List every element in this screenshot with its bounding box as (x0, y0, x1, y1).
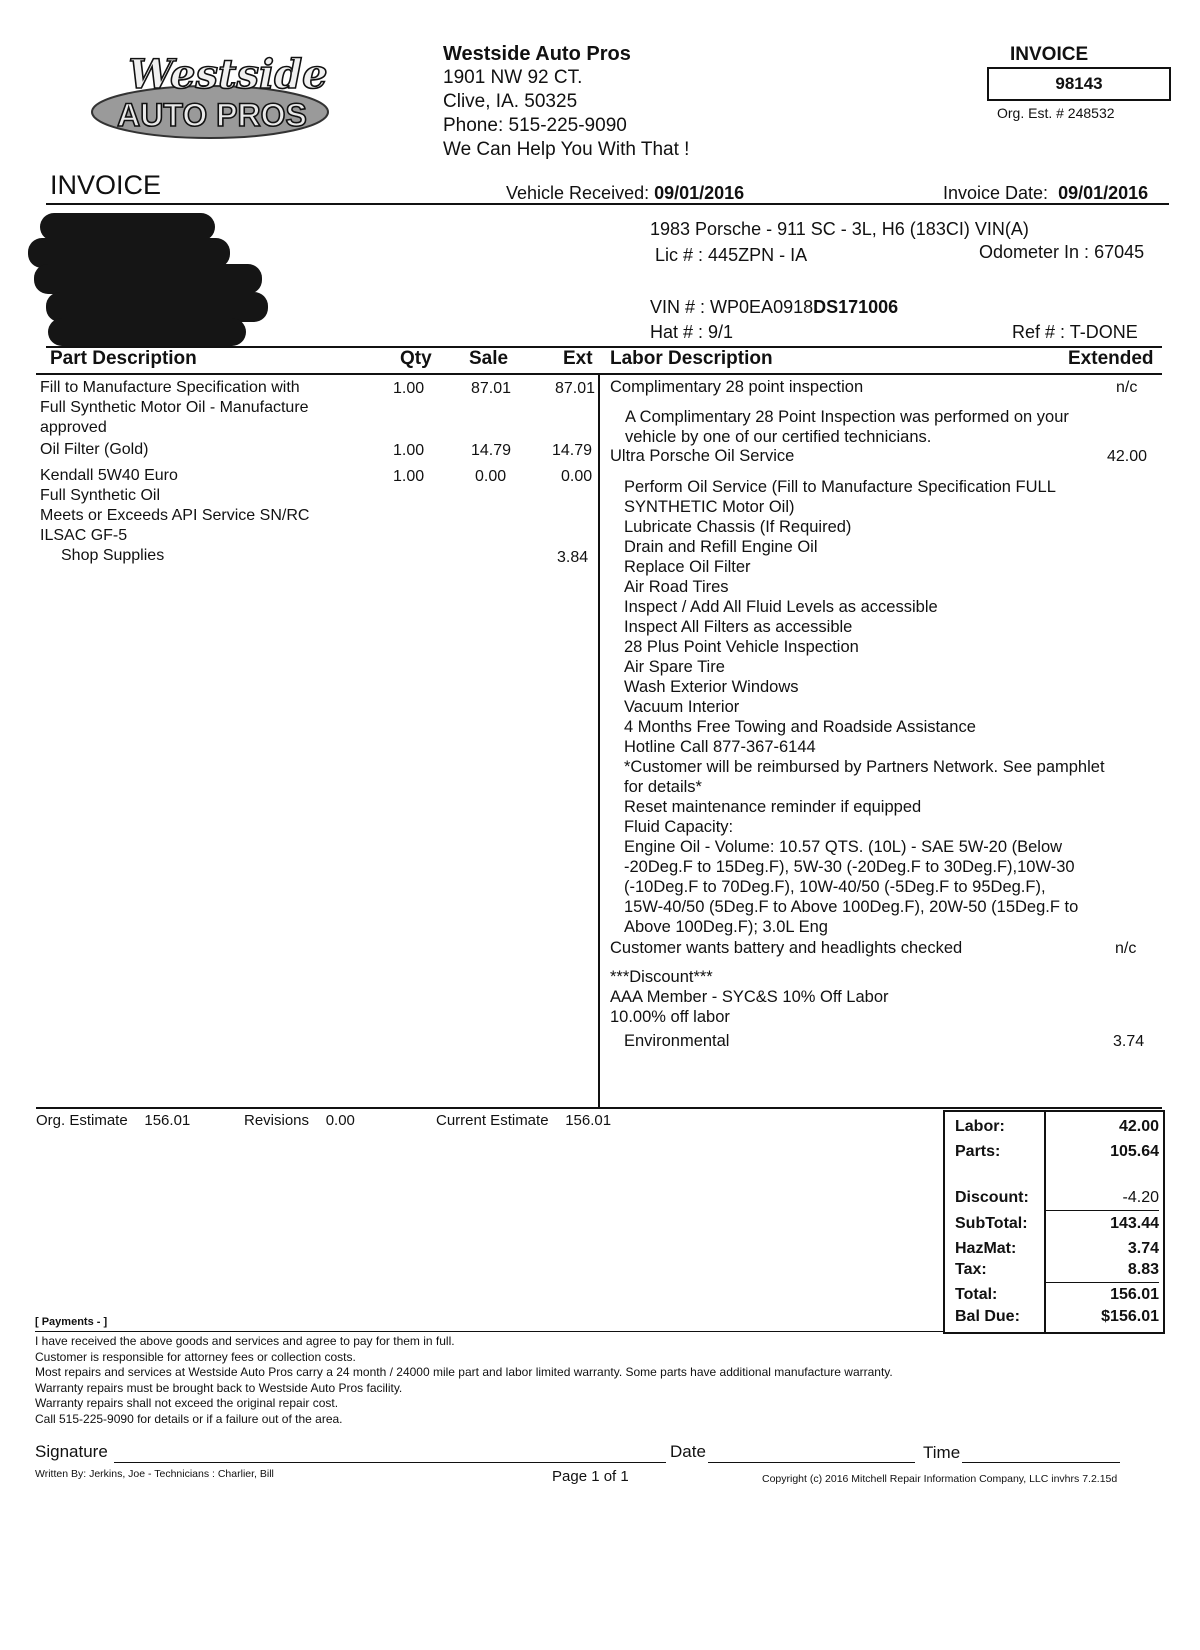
part-sale: 0.00 (475, 468, 507, 485)
org-estimate (36, 1112, 190, 1129)
invoice-number: 98143 (987, 67, 1171, 101)
labor-detail-line: 4 Months Free Towing and Roadside Assistance (624, 718, 976, 736)
part-ext: 87.01 (555, 380, 596, 397)
labor-detail-line: Engine Oil - Volume: 10.57 QTS. (10L) - SAE 5W-20 (Below (624, 838, 1063, 856)
labor-detail-line: Perform Oil Service (Fill to Manufacture Specification FULL (624, 478, 1056, 496)
labor-detail-line: 15W-40/50 (5Deg.F to Above 100Deg.F), 20W-50 (15Deg.F to (624, 898, 1079, 916)
environmental-label: Environmental (624, 1032, 730, 1050)
part-description: Kendall 5W40 Euro (40, 467, 178, 484)
company-address1: 1901 NW 92 CT. (443, 67, 583, 88)
hazmat-value: 3.74 (1127, 1240, 1159, 1257)
bal-due-label: Bal Due: (955, 1308, 1020, 1325)
labor-details (624, 477, 1105, 937)
time-line (962, 1461, 1120, 1463)
ext-header: Ext (563, 348, 593, 369)
terms-line: Most repairs and services at Westside Auto Pros carry a 24 month / 24000 mile part and labor limited warranty. Some parts have additional manufacture warranty. (35, 1365, 893, 1380)
written-by: Written By: Jerkins, Joe - Technicians : Charlier, Bill (35, 1468, 274, 1480)
vehicle-block (650, 216, 1029, 268)
parts-total-value: 105.64 (1110, 1143, 1159, 1160)
vin-prefix: WP0EA0918 (710, 297, 814, 317)
invoice-date-label: Invoice Date: (943, 183, 1049, 203)
revisions-label: Revisions (244, 1112, 310, 1129)
part-description: ILSAC GF-5 (40, 527, 128, 544)
table-row (61, 546, 164, 566)
signature-label: Signature (35, 1442, 108, 1461)
estimate-divider (36, 1107, 1162, 1109)
terms-line: Call 515-225-9090 for details or if a failure out of the area. (35, 1411, 343, 1426)
signature-line (114, 1461, 666, 1463)
org-estimate-number: Org. Est. # 248532 (997, 105, 1115, 121)
labor-ext: n/c (1116, 379, 1138, 396)
labor-detail-line: Inspect All Filters as accessible (624, 618, 853, 636)
revisions-value: 0.00 (325, 1112, 355, 1129)
lic-value: 445ZPN - IA (708, 245, 808, 265)
table-row (40, 466, 309, 546)
labor-note (625, 407, 1069, 447)
page-title: INVOICE (50, 170, 162, 200)
labor-item: Complimentary 28 point inspection (610, 378, 864, 396)
header-divider (46, 203, 1169, 205)
current-estimate-label: Current Estimate (436, 1112, 549, 1129)
discount-total-label: Discount: (955, 1189, 1029, 1206)
odometer-label: Odometer In : (979, 242, 1090, 262)
hat-value: 9/1 (708, 322, 734, 342)
labor-total-value: 42.00 (1118, 1118, 1159, 1135)
lic-label: Lic # : (655, 245, 704, 265)
discount-line: 10.00% off labor (610, 1008, 730, 1026)
part-ext: 14.79 (552, 442, 593, 459)
labor-item: Customer wants battery and headlights checked (610, 939, 963, 957)
terms-line: Warranty repairs must be brought back to Westside Auto Pros facility. (35, 1380, 403, 1395)
copyright: Copyright (c) 2016 Mitchell Repair Information Company, LLC invhrs 7.2.15d (762, 1473, 1118, 1485)
redaction-mark (48, 318, 246, 346)
column-divider (598, 374, 600, 1107)
discount-total-value: -4.20 (1122, 1189, 1159, 1206)
bal-due-value: $156.01 (1101, 1308, 1159, 1325)
labor-detail-line: Drain and Refill Engine Oil (624, 538, 818, 556)
labor-item: Ultra Porsche Oil Service (610, 447, 795, 465)
hat-label: Hat # : (650, 322, 704, 342)
labor-detail-line: Above 100Deg.F); 3.0L Eng (624, 918, 828, 936)
parts-total-label: Parts: (955, 1143, 1001, 1160)
payments-divider (35, 1331, 943, 1332)
labor-detail-line: Hotline Call 877-367-6144 (624, 738, 816, 756)
subtotal-value: 143.44 (1110, 1215, 1159, 1232)
westside-logo (88, 50, 348, 145)
vin-label: VIN # : (650, 297, 706, 317)
ref (1012, 322, 1138, 343)
date-label: Date (670, 1442, 706, 1461)
total-label: Total: (955, 1286, 998, 1303)
discount-line: ***Discount*** (610, 968, 713, 986)
logo-block-text: AUTO PROS (117, 97, 307, 133)
discount-block (610, 967, 889, 1027)
redaction-mark (34, 264, 262, 294)
current-estimate (436, 1112, 611, 1129)
part-description: Full Synthetic Oil (40, 487, 161, 504)
labor-detail-line: SYNTHETIC Motor Oil) (624, 498, 795, 516)
totals-column-divider (1044, 1112, 1046, 1332)
labor-detail-line: Air Spare Tire (624, 658, 725, 676)
invoice-label: INVOICE (1010, 44, 1089, 65)
redaction-mark (40, 213, 215, 241)
tax-label: Tax: (955, 1261, 987, 1278)
vin-suffix: DS171006 (813, 297, 899, 317)
labor-ext: n/c (1115, 940, 1137, 957)
labor-detail-line: Vacuum Interior (624, 698, 740, 716)
terms-line: Customer is responsible for attorney fees or collection costs. (35, 1349, 356, 1364)
terms-line: I have received the above goods and services and agree to pay for them in full. (35, 1334, 455, 1348)
subtotal-label: SubTotal: (955, 1215, 1028, 1232)
vehicle-description: 1983 Porsche - 911 SC - 3L, H6 (183CI) VIN(A) (650, 219, 1029, 239)
part-description: Full Synthetic Motor Oil - Manufacture (40, 399, 309, 416)
org-estimate-label: Org. Estimate (36, 1112, 128, 1129)
part-qty: 1.00 (393, 380, 425, 397)
labor-detail-line: Replace Oil Filter (624, 558, 751, 576)
part-sale: 14.79 (471, 442, 512, 459)
labor-detail-line: (-10Deg.F to 70Deg.F), 10W-40/50 (-5Deg.F to 95Deg.F), (624, 878, 1046, 896)
company-name: Westside Auto Pros (443, 43, 631, 65)
terms-block (35, 1334, 893, 1428)
invoice-date (943, 183, 1148, 204)
labor-detail-line: Reset maintenance reminder if equipped (624, 798, 922, 816)
vehicle-received (506, 183, 744, 204)
labor-detail-line: Lubricate Chassis (If Required) (624, 518, 852, 536)
part-description: Shop Supplies (61, 547, 165, 564)
current-estimate-value: 156.01 (565, 1112, 612, 1129)
part-description: Oil Filter (Gold) (40, 441, 149, 458)
part-description-header: Part Description (50, 348, 197, 369)
ref-label: Ref # : (1012, 322, 1066, 342)
labor-detail-line: for details* (624, 778, 702, 796)
part-ext: 0.00 (561, 468, 593, 485)
labor-note-line: vehicle by one of our certified technicians. (625, 428, 932, 446)
date-line (708, 1461, 915, 1463)
environmental-ext: 3.74 (1113, 1033, 1145, 1050)
part-qty: 1.00 (393, 442, 425, 459)
table-row (40, 440, 148, 460)
company-slogan: We Can Help You With That ! (443, 139, 690, 160)
part-ext: 3.84 (557, 549, 589, 566)
table-row (40, 378, 309, 438)
labor-detail-line: Wash Exterior Windows (624, 678, 799, 696)
part-description: approved (40, 419, 107, 436)
vin (650, 297, 898, 318)
labor-ext: 42.00 (1107, 448, 1148, 465)
total-value: 156.01 (1110, 1286, 1159, 1303)
labor-detail-line: *Customer will be reimbursed by Partners Network. See pamphlet (624, 758, 1105, 776)
labor-detail-line: Inspect / Add All Fluid Levels as accessible (624, 598, 938, 616)
labor-detail-line: 28 Plus Point Vehicle Inspection (624, 638, 859, 656)
part-qty: 1.00 (393, 468, 425, 485)
hazmat-label: HazMat: (955, 1240, 1017, 1257)
time-label: Time (923, 1443, 961, 1462)
part-description: Fill to Manufacture Specification with (40, 379, 300, 396)
totals-box (943, 1110, 1165, 1334)
tax-underline (1045, 1282, 1159, 1283)
odometer (979, 242, 1144, 263)
labor-description-header: Labor Description (610, 348, 773, 369)
extended-header: Extended (1068, 348, 1154, 369)
company-block (443, 42, 689, 162)
company-address2: Clive, IA. 50325 (443, 91, 578, 112)
discount-line: AAA Member - SYC&S 10% Off Labor (610, 988, 889, 1006)
terms-line: Warranty repairs shall not exceed the original repair cost. (35, 1396, 339, 1411)
labor-detail-line: Fluid Capacity: (624, 818, 734, 836)
tax-value: 8.83 (1127, 1261, 1159, 1278)
odometer-value: 67045 (1094, 242, 1145, 262)
discount-underline (1045, 1210, 1159, 1211)
vehicle-received-label: Vehicle Received: (506, 183, 650, 203)
hat (650, 322, 733, 343)
vehicle-received-date: 09/01/2016 (654, 183, 745, 203)
payments-label: [ Payments - ] (35, 1316, 108, 1328)
labor-detail-line: -20Deg.F to 15Deg.F), 5W-30 (-20Deg.F to 30Deg.F),10W-30 (624, 858, 1075, 876)
part-description: Meets or Exceeds API Service SN/RC (40, 507, 310, 524)
ref-value: T-DONE (1069, 322, 1138, 342)
invoice-date-value: 09/01/2016 (1058, 183, 1149, 203)
revisions (244, 1112, 355, 1129)
org-estimate-value: 156.01 (144, 1112, 191, 1129)
sale-header: Sale (469, 348, 509, 369)
qty-header: Qty (400, 348, 432, 369)
company-phone: Phone: 515-225-9090 (443, 115, 627, 136)
labor-note-line: A Complimentary 28 Point Inspection was performed on your (625, 408, 1069, 426)
logo-script-text: Westside (128, 51, 328, 98)
part-sale: 87.01 (471, 380, 512, 397)
labor-total-label: Labor: (955, 1118, 1005, 1135)
page-number: Page 1 of 1 (552, 1468, 629, 1485)
labor-detail-line: Air Road Tires (624, 578, 729, 596)
table-top-divider (46, 346, 1162, 348)
